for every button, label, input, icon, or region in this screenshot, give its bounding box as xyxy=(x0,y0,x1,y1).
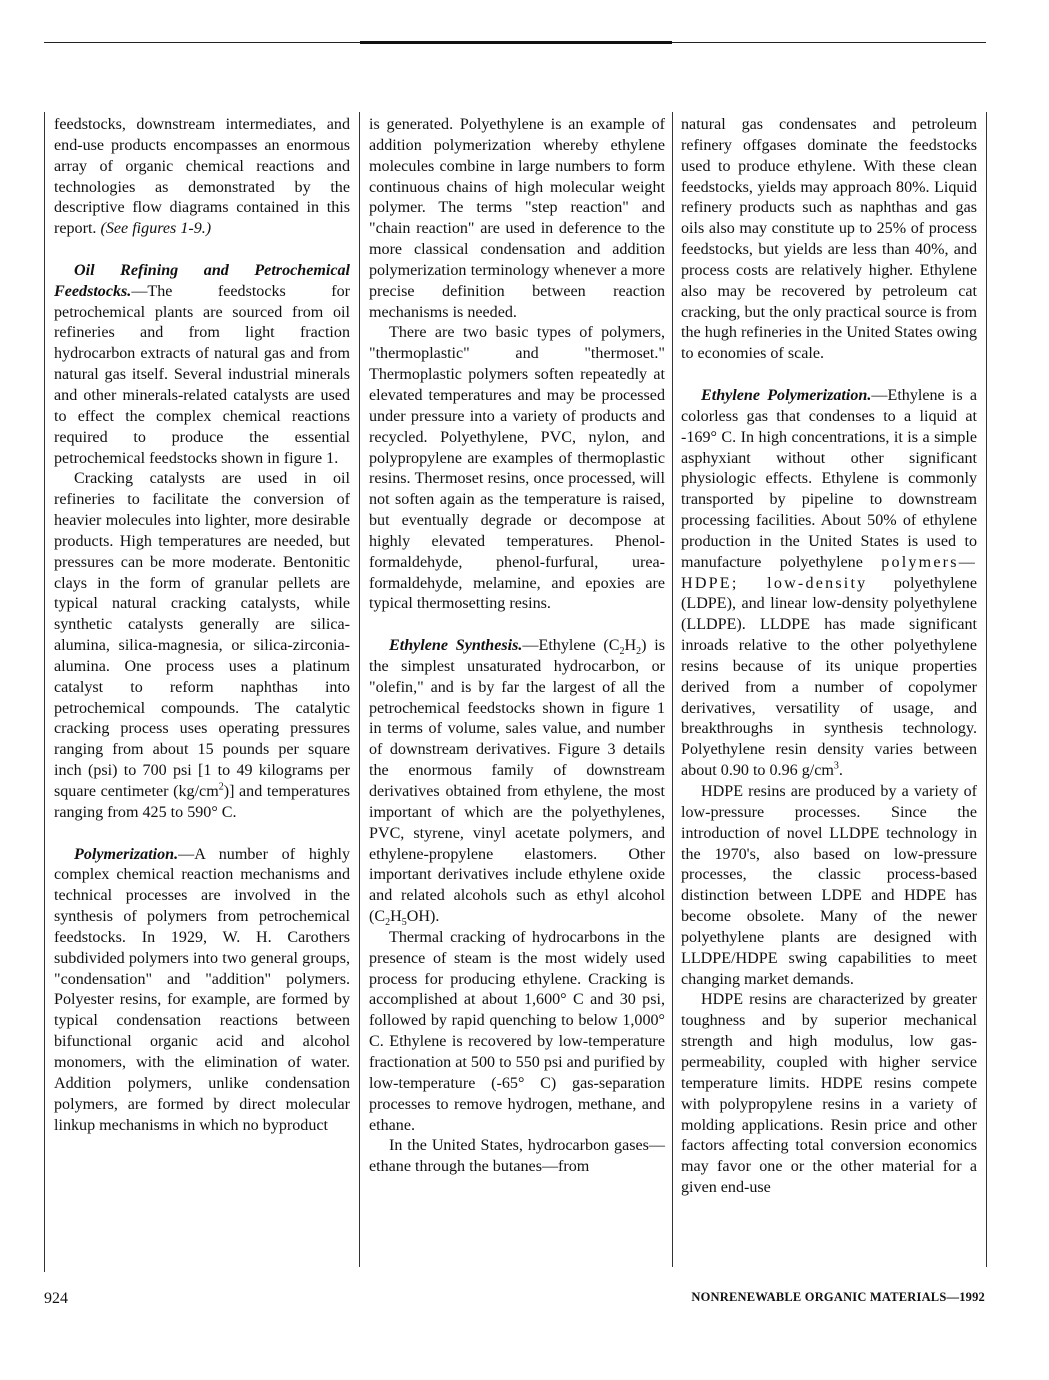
text-column-3 xyxy=(681,115,977,1199)
paragraph: is generated. Polyethylene is an example of addition polymerization whereby ethylene molecules combine in large numbers to form continuous chains of high molecular weight polymer. The terms "step reaction" and "chain reaction" are used in deference to the more classical condensation and addition polymerization terminology whenever a more precise definition between reaction mechanisms is needed. xyxy=(369,116,665,321)
paragraph: HDPE resins are produced by a variety of low-pressure processes. Since the introduction of novel LLDPE technology in the 1970's, also based on low-pressure processes, the classic process-based distinction between LDPE and HDPE has become obsolete. Many of the newer polyethylene plants are designed with LLDPE/HDPE swing capabilities to meet changing market demands. xyxy=(681,783,977,988)
column-divider-2 xyxy=(672,112,673,1267)
paragraph: Oil Refining and Petrochemical Feedstocks.—The feedstocks for petrochemical plants are sourced from oil refineries and from light fraction hydrocarbon extracts of natural gas and from natural gas itself. Several industrial minerals and other minerals-related catalysts are used to effect the complex chemical reactions required to produce the essential petrochemical feedstocks shown in figure 1. xyxy=(54,261,350,467)
text-column-1 xyxy=(54,115,350,1136)
figure-reference: (See figures 1-9.) xyxy=(100,220,212,238)
column-divider-1 xyxy=(359,112,360,1267)
running-title: NONRENEWABLE ORGANIC MATERIALS—1992 xyxy=(691,1290,985,1304)
paragraph: HDPE resins are characterized by greater toughness and by superior mechanical strength and high modulus, low gas-permeability, coupled with higher service temperature limits. HDPE resins compete with polypropylene resins in a variety of molding applications. Resin price and other factors affecting total conversion economics may favor one or the other material for a given end-use xyxy=(681,991,977,1197)
paragraph: natural gas condensates and petroleum refinery offgases dominate the feedstocks used to produce ethylene. With these clean feedstocks, yields may approach 80%. Liquid refinery products such as naphthas and gas oils also may constitute up to 25% of process feedstocks, but yields are less than 40%, and process costs are relatively higher. Ethylene also may be recovered by petroleum cat cracking, but the only practical source is from the hugh refineries in the United States owing to economies of scale. xyxy=(681,116,977,363)
left-margin-rule xyxy=(44,112,45,1272)
paragraph: Ethylene Polymerization.—Ethylene is a colorless gas that condenses to a liquid at -169° C. In high concentrations, it is a simple asphyxiant without other significant physiologic effects. Ethylene is commonly transported by pipeline to downstream processing facilities. About 50% of ethylene production in the United States is used to manufacture polyethylene polymers—HDPE; low-density polyethylene (LDPE), and linear low-density polyethylene (LLDPE). LLDPE has made significant inroads relative to the other polyethylene resins because of its unique properties derived from a number of copolymer derivatives, versatility of usage, and breakthroughs in synthesis technology. Polyethylene resin density varies between about 0.90 to 0.96 $g/cm^3$. xyxy=(681,386,977,780)
text-column-2 xyxy=(369,115,665,1178)
section-heading: Ethylene Polymerization. xyxy=(701,386,872,404)
right-margin-rule xyxy=(986,112,987,1267)
paragraph: Polymerization.—A number of highly complex chemical reaction mechanisms and technical processes are involved in the synthesis of polymers from petrochemical feedstocks. In 1929, W. H. Carothers subdivided polymers into two general groups, "condensation" and "addition" polymers. Polyester resins, for example, are formed by typical condensation reactions between bifunctional organic acid and alcohol monomers, with the elimination of water. Addition polymers, unlike condensation polymers, are formed by direct molecular linkup mechanisms in which no byproduct xyxy=(54,845,350,1134)
paragraph: Thermal cracking of hydrocarbons in the presence of steam is the most widely used process for producing ethylene. Cracking is accomplished at about 1,600° C and 30 psi, followed by rapid quenching to below 1,000° C. Ethylene is recovered by low-temperature fractionation at 500 to 550 psi and purified by low-temperature (-65° C) gas-separation processes to remove hydrogen, methane, and ethane. xyxy=(369,928,665,1134)
paragraph: There are two basic types of polymers, "thermoplastic" and "thermoset." Thermoplastic polymers soften repeatedly at elevated temperatures and may be processed under pressure into a variety of products and recycled. Polyethylene, PVC, nylon, and polypropylene are examples of thermoplastic resins. Thermoset resins, once processed, will not soften again as the temperature is raised, but eventually degrade or decompose at highly elevated temperatures. Phenol-formaldehyde, phenol-furfural, urea-formaldehyde, melamine, and epoxies are typical thermosetting resins. xyxy=(369,324,665,613)
section-heading: Polymerization. xyxy=(74,845,179,863)
section-heading: Ethylene Synthesis. xyxy=(389,637,523,655)
paragraph: In the United States, hydrocarbon gases—ethane through the butanes—from xyxy=(369,1137,665,1176)
paragraph: feedstocks, downstream intermediates, and end-use products encompasses an enormous array of organic chemical reactions and technologies as demonstrated by the descriptive flow diagrams contained in this report. (See figures 1-9.) xyxy=(54,116,350,238)
header-rule-heavy xyxy=(360,41,672,44)
paragraph: Ethylene Synthesis.—Ethylene $(C_2H_2)$ is the simplest unsaturated hydrocarbon, or "olefin," and is by far the largest of all the petrochemical feedstocks shown in figure 1 in terms of volume, sales value, and number of downstream derivatives. Figure 3 details the enormous family of downstream derivatives obtained from ethylene, the most important of which are the polyethylenes, PVC, styrene, vinyl acetate polymers, and ethylene-propylene elastomers. Other important derivatives include ethylene oxide and related alcohols such as ethyl alcohol $(C_2H_5OH)$. xyxy=(369,637,665,929)
page-number: 924 xyxy=(44,1290,68,1307)
paragraph: Cracking catalysts are used in oil refineries to facilitate the conversion of heavier molecules into lighter, more desirable products. High temperatures are needed, but pressures can be more moderate. Bentonitic clays in the form of granular pellets are typical natural cracking catalysts, while synthetic catalysts generally are silica-alumina, silica-magnesia, or silica-zirconia-alumina. One process uses a platinum catalyst to reform naphthas into petrochemical compounds. The catalytic cracking process uses operating pressures ranging from about 15 pounds per square inch (psi) to 700 psi [1 to 49 kilograms per square centimeter $(kg/cm^2)$] and temperatures ranging from 425 to 590° C. xyxy=(54,470,350,821)
section-heading: Oil Refining and Petrochemical Feedstocks. xyxy=(54,261,350,300)
